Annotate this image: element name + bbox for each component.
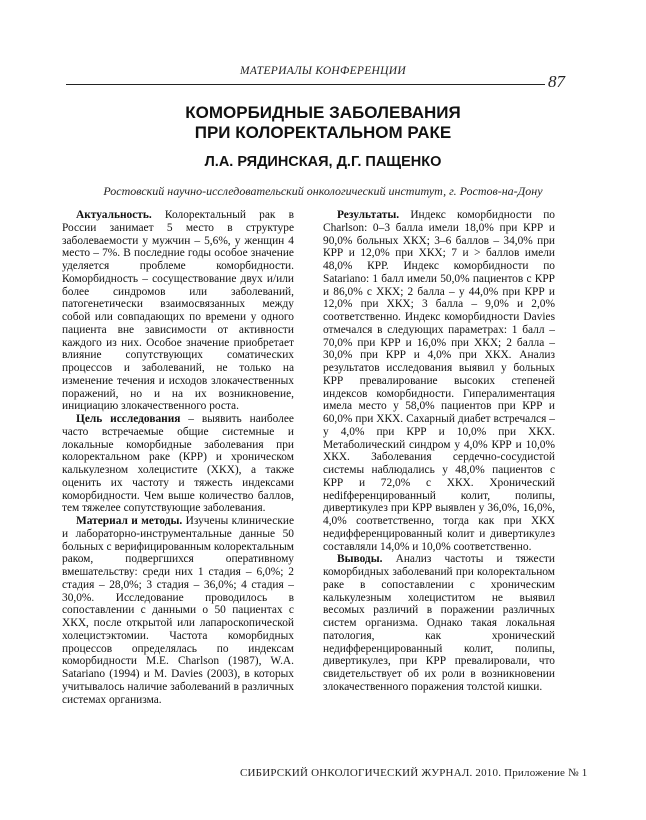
title-line-1: КОМОРБИДНЫЕ ЗАБОЛЕВАНИЯ [185,103,461,122]
paragraph-aim [62,413,294,515]
paragraph-methods [62,515,294,706]
text-relevance: Колоректальный рак в России занимает 5 место в структуре заболеваемости у мужчин – 5,6%, у женщин 4 место – 7%. В последние годы особое значение уделяется проблеме коморбидности. Коморбидность – сосуществование двух и/или более синдромов или заболеваний, патогенетически взаимосвязанных между собой или совпадающих по времени у одного пациента вне зависимости от активности каждого из них. Особое значение приобретает влияние сопутствующих соматических процессов и заболеваний, не только на изменение течения и исходов злокачественных поражений, но и на их возникновение, инициацию злокачественного роста. [62,209,294,413]
heading-results: Результаты. [337,209,400,221]
header-rule [66,84,545,85]
text-aim: – выявить наиболее часто встречаемые общие системные и локальные коморбидные заболевания при колоректальном раке (КРР) и хроническом калькулезном холецистите (ХКХ), а также оценить их частоту и тяжесть индексами коморбидности. Чем выше количество баллов, тем тяжелее сопутствующие заболевания. [62,413,294,515]
paragraph-conclusions [323,553,555,693]
title-line-2: ПРИ КОЛОРЕКТАЛЬНОМ РАКЕ [194,123,452,142]
heading-aim: Цель исследования [76,413,181,425]
journal-footer: СИБИРСКИЙ ОНКОЛОГИЧЕСКИЙ ЖУРНАЛ. 2010. Приложение № 1 [240,767,588,779]
paragraph-relevance [62,209,294,413]
heading-methods: Материал и методы. [76,515,183,527]
article-title [0,103,646,143]
text-results: Индекс коморбидности по Charlson: 0–3 балла имели 18,0% при КРР и 90,0% больных ХКХ; 3–6 баллов – 34,0% при КРР и 12,0% при ХКХ; 7 и > баллов имели 48,0% КРР. Индекс коморбидности по Satariano: 1 балл имели 50,0% пациентов с КРР и 86,0% с ХКХ; 2 балла – у 44,0% при КРР и 12,0% при ХКХ; 3 балла – 9,0% и 2,0% соответственно. Индекс коморбидности Davies отмечался в следующих параметрах: 1 балл – 70,0% при КРР и 16,0% при ХКХ; 2 балла – 30,0% при КРР и 4,0% при ХКХ. Анализ результатов исследования выявил у больных КРР превалирование высоких степеней индексов коморбидности. Гипералиментация имела место у 58,0% пациентов при КРР и 60,0% при ХКХ. Сахарный диабет встречался – у 4,0% при КРР и 10,0% при ХКХ. Метаболический синдром у 4,0% КРР и 10,0% ХКХ. Заболевания сердечно-сосудистой системы наблюдались у 48,0% пациентов с КРР и 72,0% с ХКХ. Хронический неdifференцированный колит, полипы, дивертикулез при КРР выявлен у 36,0%, 16,0%, 4,0% соответственно, тогда как при ХКХ недифференцированный колит и дивертикулез составляли 14,0% и 10,0% соответственно. [323,209,555,553]
heading-relevance: Актуальность. [76,209,152,221]
heading-conclusions: Выводы. [337,553,383,566]
affiliation: Ростовский научно-исследовательский онкологический институт, г. Ростов-на-Дону [103,184,543,198]
paragraph-results [323,209,555,553]
left-column [62,209,294,706]
text-conclusions: Анализ частоты и тяжести коморбидных заболеваний при колоректальном раке в сопоставлении с хроническим калькулезным холециститом не выявил весомых различий в поражении различных систем организма. Однако такая локальная патология, как хронический недифференцированный колит, полипы, дивертикулез, при КРР превалировали, что свидетельствует об их роли в возникновении злокачественного поражения толстой кишки. [323,553,555,693]
page-number: 87 [548,72,565,91]
running-header: МАТЕРИАЛЫ КОНФЕРЕНЦИИ [240,65,406,77]
text-methods: Изучены клинические и лабораторно-инструментальные данные 50 больных с верифицированным колоректальным раком, подвергшихся оперативному вмешательству: среди них 1 стадия – 6,0%; 2 стадия – 28,0%; 3 стадия – 36,0%; 4 стадия – 30,0%. Исследование проводилось в сопоставлении с данными о 50 пациентах с ХКХ, после открытой или лапароскопической холецистэктомии. Частота коморбидных процессов определялась по индексам коморбидности M.E. Charlson (1987), W.A. Satariano (1994) и M. Davies (2003), в которых учитывалось наличие заболеваний в различных системах организма. [62,515,294,706]
authors: Л.А. РЯДИНСКАЯ, Д.Г. ПАЩЕНКО [204,154,442,170]
right-column [323,209,555,694]
